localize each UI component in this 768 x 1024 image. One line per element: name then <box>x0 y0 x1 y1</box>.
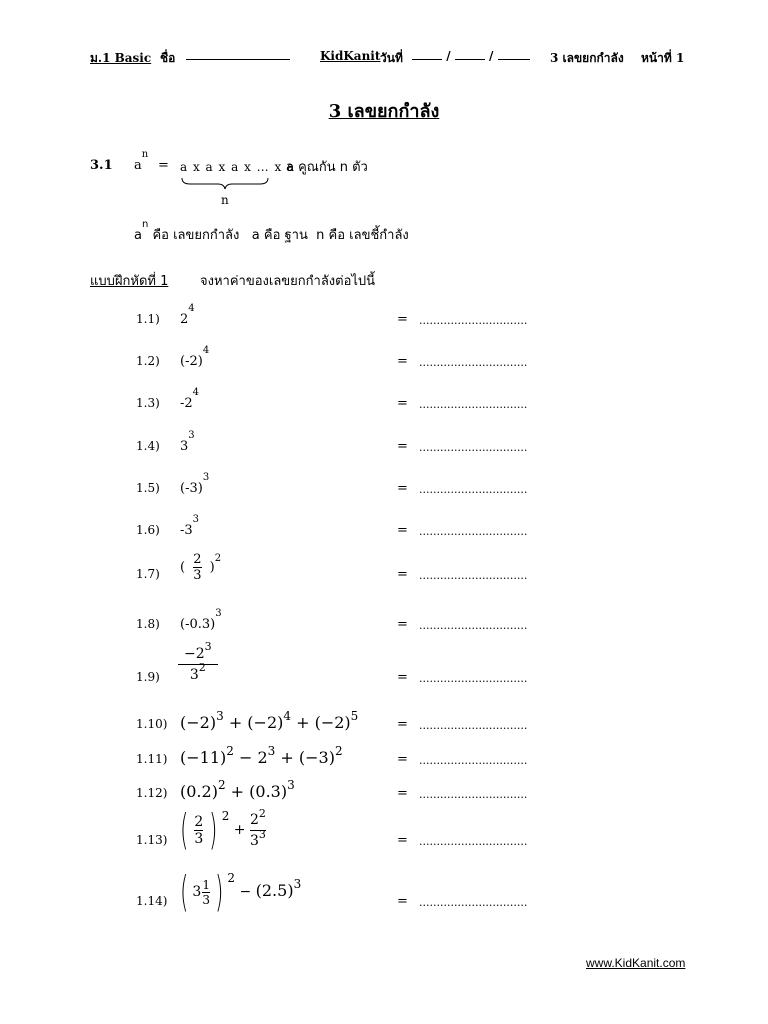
terms-n: n <box>316 228 325 243</box>
item-expression: $3^3$ <box>180 430 195 454</box>
item-number: 1.12) <box>136 786 168 800</box>
item-number: 1.11) <box>136 752 168 766</box>
terms-exponent: n <box>141 219 149 230</box>
definition-terms <box>134 219 409 245</box>
item-expression: $-2^4$ <box>180 387 200 411</box>
item-expression: $(-2)^4$ <box>180 345 210 369</box>
terms-base-text: คือ ฐาน <box>263 228 308 243</box>
answer-blank: ............................... <box>419 314 528 327</box>
equals-sign: = <box>158 158 169 173</box>
website-link[interactable]: www.KidKanit.com <box>586 956 686 970</box>
answer-blank: ............................... <box>419 754 528 767</box>
item-expression: ( 3 $\frac{1}{3}$ ) 2 − (2.5)3 <box>180 867 302 916</box>
item-number: 1.6) <box>136 523 160 537</box>
item-number: 1.7) <box>136 567 160 581</box>
terms-exp-text: คือ เลขชี้กำลัง <box>328 228 409 243</box>
answer-blank: ............................... <box>419 719 528 732</box>
item-expression: $(-2)^3 + (-2)^4 + (-2)^5$ <box>180 709 359 732</box>
item-expression: ( $\frac{2}{3}$ ) 2 + $\frac{2^2}{3^3}$ <box>180 805 266 854</box>
underbrace <box>180 176 270 190</box>
answer-equals: = <box>397 354 408 369</box>
answer-equals: = <box>397 786 408 801</box>
answer-equals: = <box>397 752 408 767</box>
definition-number: 3.1 <box>90 158 113 173</box>
page-number: หน้าที่ 1 <box>641 51 685 65</box>
date-blanks <box>412 49 530 63</box>
item-number: 1.9) <box>136 670 160 684</box>
brand-label: KidKanit <box>320 49 381 63</box>
answer-blank: ............................... <box>419 619 528 632</box>
date-separator: / <box>488 49 494 63</box>
answer-blank: ............................... <box>419 441 528 454</box>
answer-equals: = <box>397 312 408 327</box>
terms-base: a <box>134 228 142 243</box>
answer-blank: ............................... <box>419 788 528 801</box>
exercise-heading: แบบฝึกหัดที่ 1 <box>90 274 169 289</box>
item-expression: ( $\frac{2}{3}$ )$^2$ <box>180 552 222 583</box>
answer-equals: = <box>397 523 408 538</box>
item-number: 1.4) <box>136 439 160 453</box>
answer-blank: ............................... <box>419 569 528 582</box>
answer-equals: = <box>397 567 408 582</box>
answer-blank: ............................... <box>419 398 528 411</box>
exercise-instruction: จงหาค่าของเลขยกกำลังต่อไปนี้ <box>200 274 376 289</box>
item-number: 1.3) <box>136 396 160 410</box>
item-number: 1.8) <box>136 617 160 631</box>
definition-power <box>134 149 149 173</box>
answer-blank: ............................... <box>419 525 528 538</box>
answer-blank: ............................... <box>419 896 528 909</box>
item-expression: $(-3)^3$ <box>180 472 210 496</box>
date-separator: / <box>446 49 451 63</box>
item-expression: $-3^3$ <box>180 514 200 538</box>
item-expression: $(-0.3)^3$ <box>180 608 222 632</box>
definition-expansion: a x a x a x … x a <box>180 160 296 174</box>
answer-equals: = <box>397 617 408 632</box>
answer-equals: = <box>397 894 408 909</box>
terms-power-text: คือ เลขยกกำลัง <box>152 228 240 243</box>
power-base: a <box>134 158 142 173</box>
item-expression: $(0.2)^2 + (0.3)^3$ <box>180 778 295 801</box>
answer-equals: = <box>397 481 408 496</box>
item-number: 1.2) <box>136 354 160 368</box>
grade-label: ม.1 Basic <box>90 51 152 65</box>
item-number: 1.1) <box>136 312 160 326</box>
answer-blank: ............................... <box>419 835 528 848</box>
page-title: 3 เลขยกกำลัง <box>328 101 440 122</box>
answer-equals: = <box>397 717 408 732</box>
answer-equals: = <box>397 833 408 848</box>
item-expression: $\frac{-2^3}{3^2}$ <box>178 646 218 683</box>
item-number: 1.14) <box>136 894 168 908</box>
definition-note: a คูณกัน n ตัว <box>286 160 368 175</box>
answer-blank: ............................... <box>419 356 528 369</box>
answer-equals: = <box>397 670 408 685</box>
item-number: 1.10) <box>136 717 168 731</box>
answer-blank: ............................... <box>419 672 528 685</box>
item-number: 1.13) <box>136 833 168 847</box>
answer-equals: = <box>397 396 408 411</box>
underbrace-label: n <box>221 193 229 207</box>
terms-a: a <box>251 228 260 243</box>
topic-label: 3 เลขยกกำลัง <box>550 51 624 65</box>
item-expression: $2^4$ <box>180 303 195 327</box>
answer-blank: ............................... <box>419 483 528 496</box>
name-blank <box>186 49 290 63</box>
item-expression: $(-11)^2 - 2^3 + (-3)^2$ <box>180 744 343 767</box>
date-label: วันที่ <box>380 51 403 65</box>
item-number: 1.5) <box>136 481 160 495</box>
power-exponent: n <box>141 149 149 160</box>
name-label: ชื่อ <box>160 51 176 65</box>
answer-equals: = <box>397 439 408 454</box>
